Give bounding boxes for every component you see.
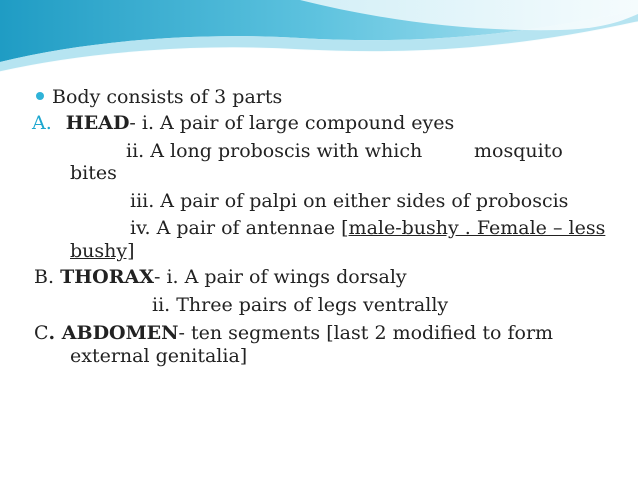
head-item-2-cont bbox=[70, 160, 117, 186]
head-item-3-text: iii. A pair of palpi on either sides of proboscis bbox=[130, 190, 569, 212]
head-item-3 bbox=[130, 188, 568, 214]
abdomen-label: . ABDOMEN bbox=[48, 322, 179, 344]
abdomen-cont bbox=[70, 343, 247, 369]
head-item-4-cont bbox=[70, 238, 135, 264]
head-item-4-bushy: bushy] bbox=[70, 240, 135, 262]
thorax-item-1: - i. A pair of wings dorsaly bbox=[153, 266, 407, 288]
bullet-line bbox=[36, 84, 282, 110]
thorax-label: THORAX bbox=[60, 266, 154, 288]
head-marker: A. bbox=[32, 112, 52, 134]
head-item-2-text: ii. A long proboscis with which bbox=[126, 140, 423, 162]
abdomen-marker: C bbox=[34, 322, 49, 344]
thorax-item-2 bbox=[152, 292, 448, 318]
head-item-2-mosquito: mosquito bbox=[474, 140, 563, 162]
head-item-2-word bbox=[474, 138, 563, 164]
head-item-2 bbox=[126, 138, 422, 164]
head-item-4 bbox=[130, 215, 605, 241]
head-item-1: - i. A pair of large compound eyes bbox=[129, 112, 455, 134]
head-line bbox=[32, 110, 454, 136]
head-item-4-text: iv. A pair of antennae [ bbox=[130, 217, 349, 239]
thorax-line bbox=[34, 264, 407, 290]
bullet-text: Body consists of 3 parts bbox=[52, 86, 283, 108]
head-item-4-underlined: male-bushy . Female – less bbox=[348, 217, 606, 239]
bullet-dot-icon bbox=[36, 92, 44, 100]
head-item-2-bites: bites bbox=[70, 162, 117, 184]
abdomen-text: - ten segments [last 2 modified to form bbox=[178, 322, 554, 344]
abdomen-text-cont: external genitalia] bbox=[70, 345, 248, 367]
thorax-item-2-text: ii. Three pairs of legs ventrally bbox=[152, 294, 449, 316]
head-label: HEAD bbox=[65, 112, 130, 134]
thorax-marker: B. bbox=[34, 266, 55, 288]
